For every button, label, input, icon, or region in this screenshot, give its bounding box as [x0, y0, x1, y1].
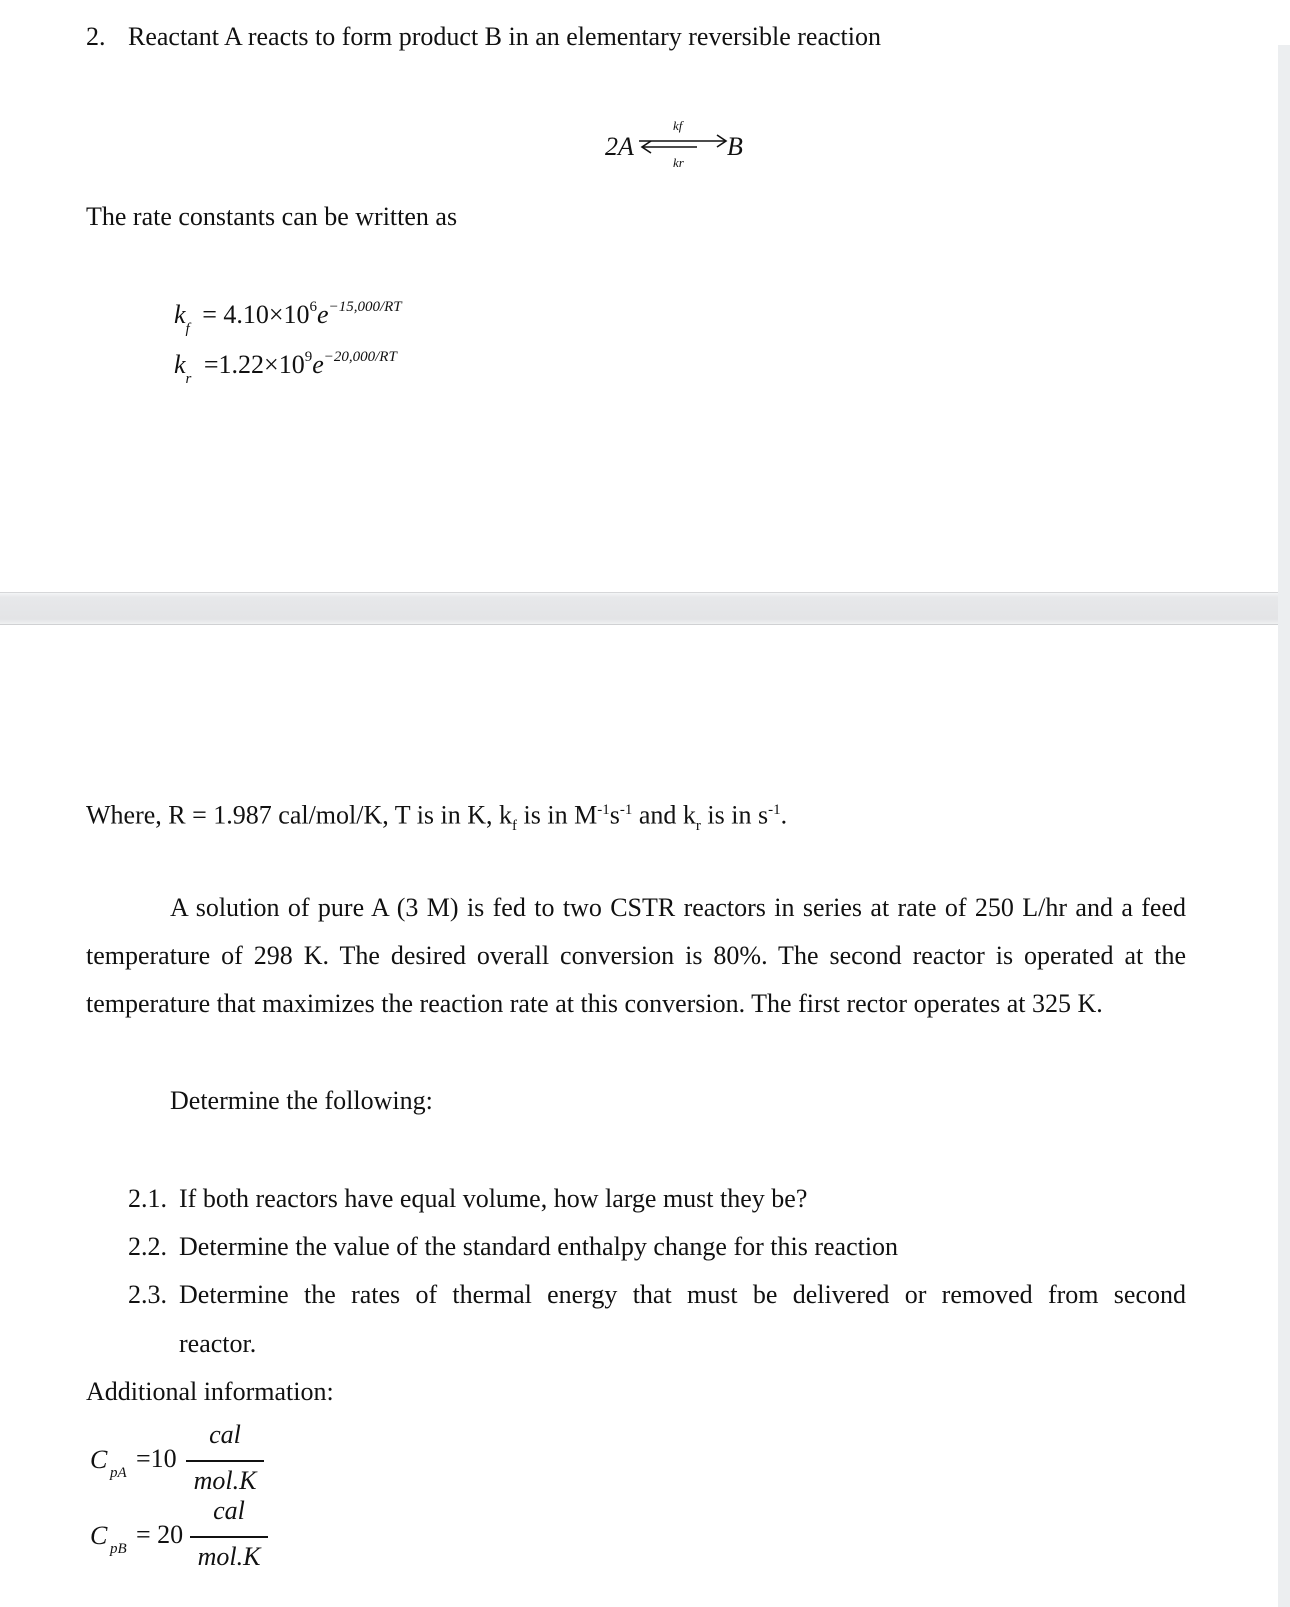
- rate-constants-intro: The rate constants can be written as: [86, 202, 458, 231]
- units-text-3: s: [609, 800, 620, 830]
- question-number: 2.: [86, 22, 106, 51]
- kr-exp-base: e: [312, 350, 324, 379]
- kf-symbol: k: [174, 300, 186, 329]
- kf-exp-base: e: [317, 300, 329, 329]
- subquestion-number: 2.1.: [128, 1184, 167, 1213]
- reaction-lhs: 2A: [605, 132, 634, 161]
- units-text-4: and k: [632, 800, 696, 830]
- kr-prefactor: =1.22×10: [203, 350, 305, 379]
- page-divider: [0, 592, 1290, 625]
- units-text-6: .: [780, 800, 788, 830]
- subquestion-text: Determine the rates of thermal energy that must be delivered or removed from second: [179, 1280, 1186, 1309]
- units-text-1: Where, R = 1.987 cal/mol/K, T is in K, k: [86, 800, 513, 830]
- cpb-value: = 20: [136, 1520, 184, 1549]
- kf-power: 6: [309, 299, 318, 315]
- cpb-symbol: C: [90, 1521, 108, 1550]
- cpb-denominator: mol.K: [197, 1542, 261, 1571]
- units-text-5: is in s: [700, 800, 769, 830]
- units-text-2: is in M: [517, 800, 598, 830]
- subquestion-text: If both reactors have equal volume, how large must they be?: [179, 1184, 808, 1213]
- subquestion-number: 2.3.: [128, 1280, 167, 1309]
- additional-info-label: Additional information:: [86, 1377, 334, 1406]
- units-kf-sub: f: [512, 817, 518, 834]
- cpb-numerator: cal: [213, 1496, 245, 1525]
- units-s2-sup: -1: [768, 802, 781, 818]
- kr-subscript: r: [185, 371, 192, 387]
- kr-exponent: −20,000/RT: [323, 349, 397, 365]
- determine-heading: Determine the following:: [170, 1086, 433, 1115]
- problem-text: A solution of pure A (3 M) is fed to two CSTR reactors in series at rate of 250 L/hr and a feed temperature of 298 K. The desired overall conversion is 80%. The second reactor is operated at the temperature that maximizes the reaction rate at this conversion. The first rector operates at 325 K.: [86, 893, 1186, 1018]
- units-line: [86, 795, 787, 835]
- reversible-arrow-icon: [637, 132, 733, 156]
- problem-paragraph: [86, 884, 1186, 1028]
- question-intro: Reactant A reacts to form product B in an elementary reversible reaction: [128, 22, 881, 51]
- cpa-fraction-bar: [186, 1460, 264, 1462]
- cpa-subscript: pA: [110, 1465, 127, 1481]
- units-s-sup: -1: [619, 802, 633, 818]
- kf-equation: [174, 299, 402, 337]
- kr-equation: [174, 349, 397, 387]
- subquestion-text: reactor.: [179, 1329, 257, 1358]
- reaction-kr-label: kr: [673, 155, 684, 170]
- cpb-subscript: pB: [110, 1541, 127, 1557]
- units-kr-sub: r: [695, 817, 701, 834]
- cpb-fraction-bar: [190, 1536, 268, 1538]
- cpa-denominator: mol.K: [193, 1466, 257, 1495]
- subquestion-text: Determine the value of the standard enthalpy change for this reaction: [179, 1232, 899, 1261]
- cpa-numerator: cal: [209, 1420, 241, 1449]
- reaction-rhs: B: [727, 132, 743, 161]
- kr-power: 9: [304, 349, 313, 365]
- kf-exponent: −15,000/RT: [328, 299, 402, 315]
- cpa-symbol: C: [90, 1445, 108, 1474]
- reaction-equation: [605, 118, 755, 178]
- kf-subscript: f: [185, 321, 190, 337]
- kr-symbol: k: [174, 350, 186, 379]
- subquestion-number: 2.2.: [128, 1232, 167, 1261]
- kf-prefactor: = 4.10×10: [202, 300, 310, 329]
- units-m-sup: -1: [597, 802, 610, 818]
- scrollbar[interactable]: [1278, 45, 1290, 1607]
- reaction-kf-label: kf: [673, 118, 683, 133]
- cpa-value: =10: [136, 1444, 177, 1473]
